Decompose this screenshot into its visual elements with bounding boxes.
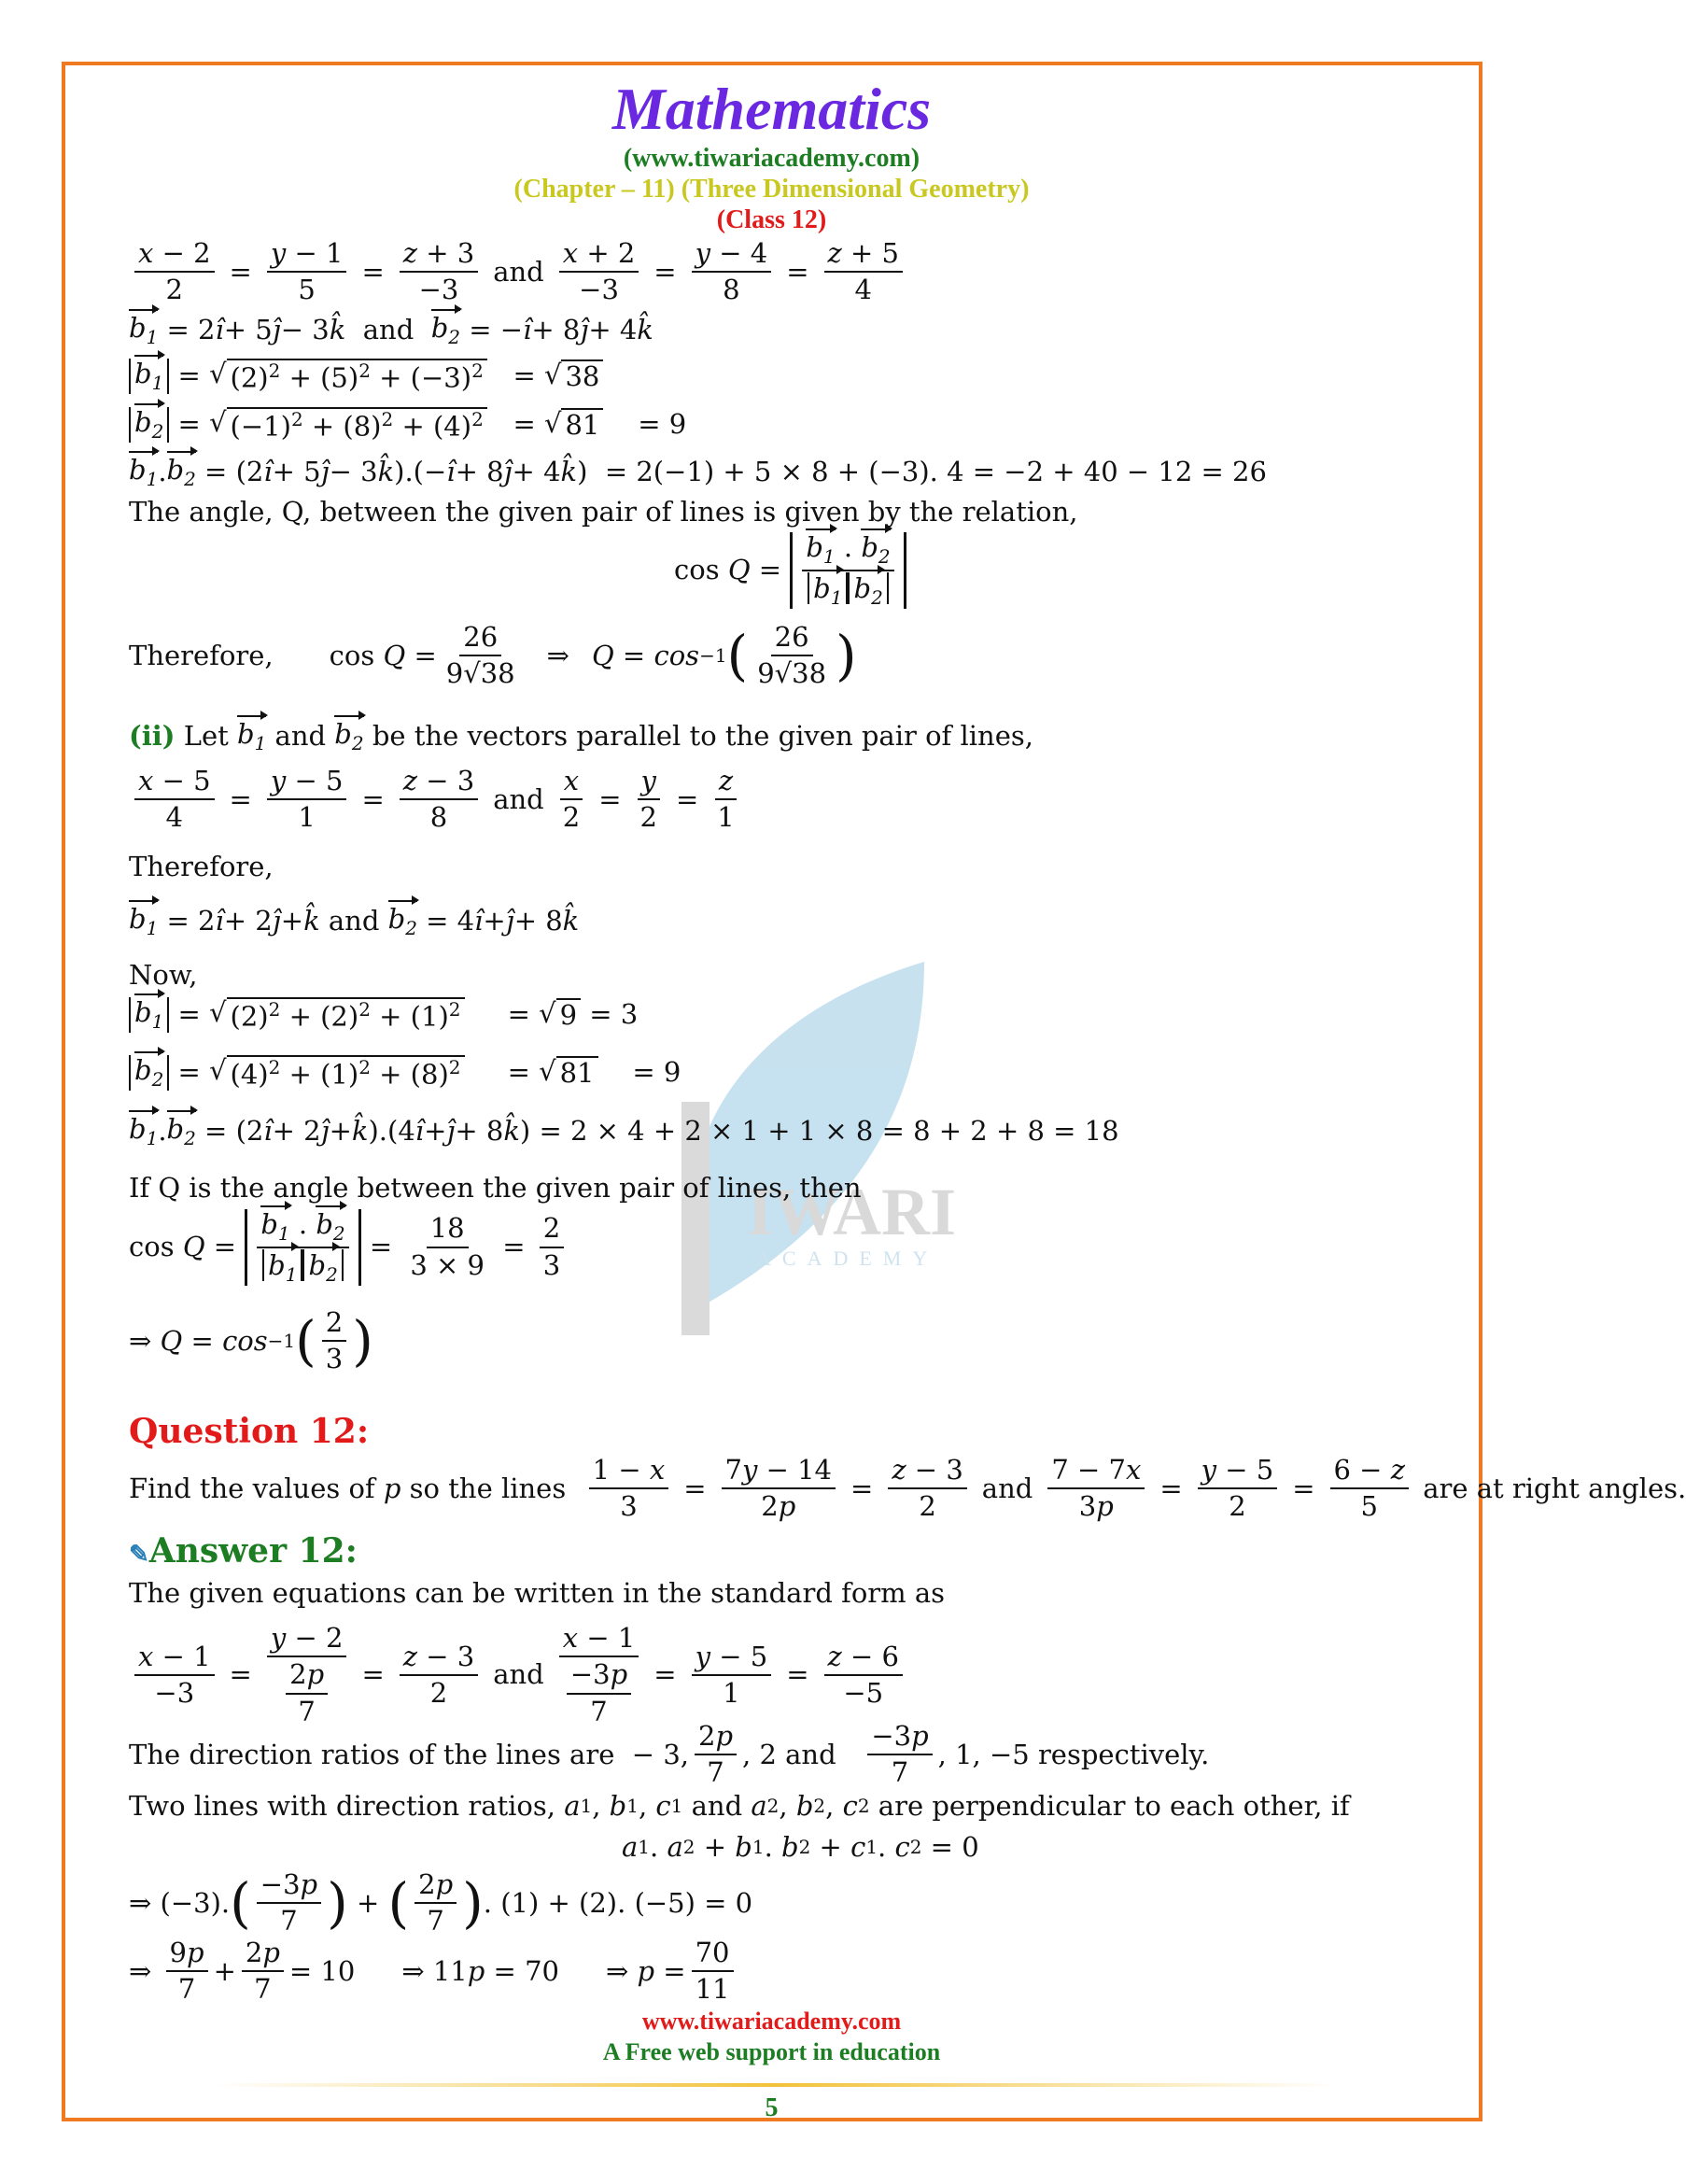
final-result: ⇒ $\frac{9p}{7}$ + $\frac{2p}{7}$ = 10 ⇒ 11p = 70 ⇒ p = $\frac{70}{11}$ [129,1937,739,2006]
question-text-c: are at right angles. [1423,1472,1686,1504]
header-class: (Class 12) [716,205,827,234]
answer-heading-text: Answer 12: [148,1531,358,1571]
now-text: Now, [129,959,198,991]
dot-product-ii: $b_1$ . $b_2$ = (2 î + 2 ĵ + k̂ ).(4 î + ĵ + 8 k̂ ) = 2 × 4 + 2 × 1 + 1 × 8 = 8 + 2 + 8 = 18 [129,1113,1119,1149]
question-text-a: Find the values of [129,1472,375,1504]
perpendicular-condition-formula: a 1 . a 2 + b 1 . b 2 + c 1 . c 2 = 0 [622,1831,979,1863]
magnitude-b2-ii: $b_2$ = √ $(4)^2 + (1)^2 + (8)^2$ = √ 81 = 9 [129,1055,681,1091]
perp-text-b: are perpendicular to each other, if [878,1790,1350,1822]
vectors-b1-b2-i: $b_1$ = 2 î + 5 ĵ − 3 k̂ and $b_2$ = − î + 8 ĵ + 4 k̂ [129,312,653,348]
part-ii-intro: (ii) Let $b_1$ and $b_2$ be the vectors parallel to the given pair of lines, [129,718,1033,754]
question-and: and [981,1472,1033,1504]
footer-tagline: A Free web support in education [602,2038,941,2065]
substitution-step: ⇒ (−3). ( $\frac{-3p}{7}$ ) + ( $\frac{2p}{7}$ ) . (1) + (2). (−5) = 0 [129,1868,753,1937]
angle-relation-text-ii: If Q is the angle between the given pair of lines, then [129,1172,862,1204]
intro-rest: be the vectors parallel to the given pair of lines, [372,720,1033,753]
and-text: and [493,1658,544,1691]
perp-and: and [691,1790,743,1822]
intro-and: and [274,720,327,753]
question-heading: Question 12: [129,1412,370,1451]
perpendicular-condition-text: Two lines with direction ratios, a 1 , b 1 , c 1 and a 2 , b 2 , c 2 are perpendicular to each other, if [129,1790,1350,1822]
therefore-text: Therefore, [129,639,274,671]
magnitude-b1-ii: $b_1$ = √ $(2)^2 + (2)^2 + (1)^2$ = √ 9 = 3 [129,997,638,1033]
answer-heading [129,1531,358,1571]
vectors-b1-b2-ii: $b_1$ = 2 î + 2 ĵ + k̂ and $b_2$ = 4 î + ĵ + 8 k̂ [129,903,580,939]
cos-q-result-i: Therefore, cos Q = $\frac{26}{9√38}$ ⇒ Q = cos −1 ( $\frac{26}{9√38}$ ) [129,621,857,690]
therefore-text-ii: Therefore, [129,851,274,882]
perp-text-a: Two lines with direction ratios, [129,1790,555,1822]
intro-let: Let [183,720,229,753]
cos-q-formula-i: cos Q = $\frac{b_1 . b_2}{b_1 b_2}$ [674,532,906,609]
footer-divider [215,2083,1335,2087]
and-text: and [328,905,380,937]
and-text: and [493,255,544,288]
header-chapter: (Chapter – 11) (Three Dimensional Geometry) [513,175,1030,204]
watermark-word: IWARI [747,1175,957,1249]
dot-product-i: $b_1$ . $b_2$ = (2 î + 5 ĵ − 3 k̂ ).(− î + 8 ĵ + 4 k̂ ) = 2(−1) + 5 × 8 + (−3). 4 = −2 + 40 − 12 = 26 [129,454,1267,490]
cos-q-formula-ii: cos Q = $\frac{b_1 . b_2}{b_1 b_2}$ = $\frac{18}{3 \times 9}$ = $\frac{2}{3}$ [129,1209,569,1286]
and-text: and [362,314,414,346]
footer-url: www.tiwariacademy.com [641,2008,902,2035]
question-text-b: so the lines [409,1472,567,1504]
pencil-icon: ✎ [129,1541,149,1569]
dr-text-a: The direction ratios of the lines are [129,1738,615,1770]
watermark-sub: ACADEMY [756,1247,939,1270]
question-text: Find the values of p so the lines $\frac{1 - x}{3}$ = $\frac{7y - 14}{2p}$ = $\frac{z - 3}{2}$ and $\frac{7 - 7x}{3p}$ = $\frac{y - 5}{2}$ = $\frac{6 - z}{5}$ are at right angles. [129,1454,1686,1523]
dr-text-b: respectively. [1037,1738,1210,1770]
q-result-ii: ⇒ Q = cos −1 ( $\frac{2}{3}$ ) [129,1306,373,1375]
part-ii-label: (ii) [129,720,176,753]
direction-ratios-text: The direction ratios of the lines are − 3, $\frac{2p}{7}$ , 2 and $\frac{-3p}{7}$ , 1, −5 respectively. [129,1720,1210,1789]
answer-line-1: The given equations can be written in the standard form as [129,1577,946,1609]
magnitude-b2-i: $b_2$ = √ $(-1)^2 + (8)^2 + (4)^2$ = √ 81 = 9 [129,407,686,443]
page-title: Mathematics [611,76,932,142]
line-equations-i: $\frac{x - 2}{2}$ = $\frac{y - 1}{5}$ = $\frac{z + 3}{-3}$ and $\frac{x + 2}{-3}$ = $\frac{y - 4}{8}$ = $\frac{z + 5}{4}$ [129,238,908,306]
and-text: and [493,782,544,815]
dr-and: and [785,1738,836,1770]
page-number: 5 [765,2093,779,2122]
header-url: (www.tiwariacademy.com) [623,144,920,173]
angle-relation-text-i: The angle, Q, between the given pair of lines is given by the relation, [129,496,1078,528]
magnitude-b1-i: $b_1$ = √ $(2)^2 + (5)^2 + (-3)^2$ = √ 38 [129,359,603,394]
standard-form-equations: $\frac{x - 1}{-3}$ = $\frac{y - 2}{\frac{2p}{7}}$ = $\frac{z - 3}{2}$ and $\frac{x - 1}{\frac{-3p}{7}}$ = $\frac{y - 5}{1}$ = $\frac{z - 6}{-5}$ [129,1623,908,1727]
line-equations-ii: $\frac{x - 5}{4}$ = $\frac{y - 5}{1}$ = $\frac{z - 3}{8}$ and $\frac{x}{2}$ = $\frac{y}{2}$ = $\frac{z}{1}$ [129,766,744,834]
